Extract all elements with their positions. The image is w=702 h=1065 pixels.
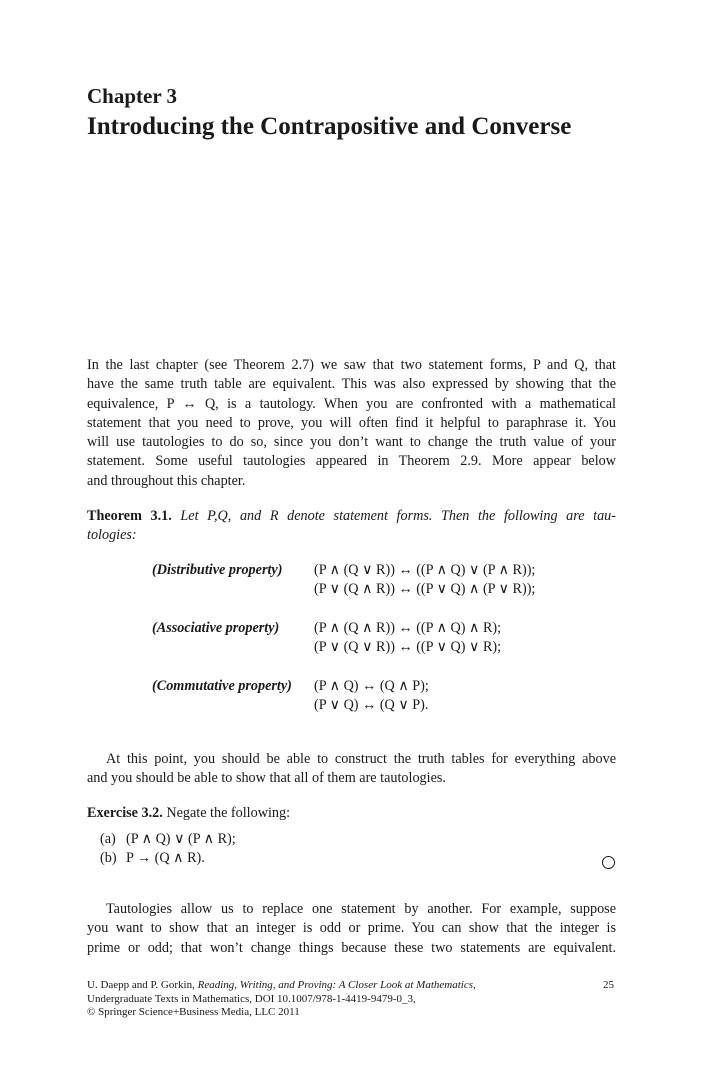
closing-paragraph <box>87 900 616 958</box>
after-theorem-paragraph <box>87 750 616 789</box>
intro-paragraph <box>87 356 616 491</box>
footer-copyright: © Springer Science+Business Media, LLC 2011 <box>87 1006 300 1018</box>
footer-series: Undergraduate Texts in Mathematics, DOI 10.1007/978-1-4419-9479-0_3, <box>87 992 416 1005</box>
item-letter: (b) <box>100 850 117 866</box>
text-line: Tautologies allow us to replace one statement by another. For example, suppose <box>106 901 616 917</box>
formula: (P ∨ Q) ↔ (Q ∨ P). <box>314 697 429 713</box>
chapter-number: Chapter 3 <box>87 84 178 108</box>
formula: (P ∧ (Q ∨ R)) ↔ ((P ∧ Q) ∨ (P ∧ R)); <box>314 562 536 578</box>
text-line: and you should be able to show that all of them are tautologies. <box>87 770 446 787</box>
theorem-line: tologies: <box>87 527 137 544</box>
formula: (P ∧ (Q ∧ R)) ↔ ((P ∧ Q) ∧ R); <box>314 620 502 636</box>
item-formula: P → (Q ∧ R). <box>126 850 205 866</box>
property-name: (Commutative property) <box>152 678 292 694</box>
exercise-label: Exercise 3.2. <box>87 805 163 821</box>
text-line: statement. Some useful tautologies appeared in Theorem 2.9. More appear below <box>87 453 616 470</box>
text-line: prime or odd; that won’t change things because these two statements are equivalent. <box>87 939 616 956</box>
page-footer <box>87 979 616 1020</box>
footer-comma: , <box>473 979 476 991</box>
footer-authors: U. Daepp and P. Gorkin, <box>87 979 198 991</box>
exercise-items <box>100 830 236 868</box>
theorem-line <box>87 507 616 526</box>
end-of-exercise-icon <box>602 856 615 869</box>
exercise-heading <box>87 804 616 823</box>
text-line: and throughout this chapter. <box>87 472 246 489</box>
exercise-text: Negate the following: <box>166 805 291 821</box>
text-line: In the last chapter (see Theorem 2.7) we saw that two statement forms, P and Q, that <box>87 357 616 373</box>
theorem-text: Let P,Q, and R denote statement forms. Then the following are tau- <box>180 508 617 524</box>
text-line: equivalence, P ↔ Q, is a tautology. When you are confronted with a mathematical <box>87 395 616 412</box>
footer-book-title: Reading, Writing, and Proving: A Closer Look at Mathematics <box>197 979 474 991</box>
exercise-item <box>100 830 236 849</box>
item-formula: (P ∧ Q) ∨ (P ∧ R); <box>126 831 236 847</box>
formula: (P ∨ (Q ∨ R)) ↔ ((P ∨ Q) ∨ R); <box>314 639 502 655</box>
exercise-line <box>87 804 616 823</box>
text-line: At this point, you should be able to construct the truth tables for everything above <box>106 751 616 767</box>
text-line: you want to show that an integer is odd or prime. You can show that the integer is <box>87 920 616 937</box>
exercise-item <box>100 849 236 868</box>
property-name: (Distributive property) <box>152 562 283 578</box>
property-name: (Associative property) <box>152 620 280 636</box>
text-line: statement that you need to prove, you will often find it helpful to paraphrase it. You <box>87 414 616 431</box>
footer-citation <box>87 979 616 993</box>
chapter-title: Introducing the Contrapositive and Converse <box>87 113 572 140</box>
formula: (P ∧ Q) ↔ (Q ∧ P); <box>314 678 429 694</box>
item-letter: (a) <box>100 831 116 847</box>
formula: (P ∨ (Q ∧ R)) ↔ ((P ∨ Q) ∧ (P ∨ R)); <box>314 581 536 597</box>
text-line: will use tautologies to do so, since you don’t want to change the truth value of your <box>87 434 616 451</box>
text-line: have the same truth table are equivalent. This was also expressed by showing that the <box>87 376 616 393</box>
theorem-statement <box>87 507 616 546</box>
page-number: 25 <box>603 979 614 991</box>
theorem-label: Theorem 3.1. <box>87 508 172 524</box>
